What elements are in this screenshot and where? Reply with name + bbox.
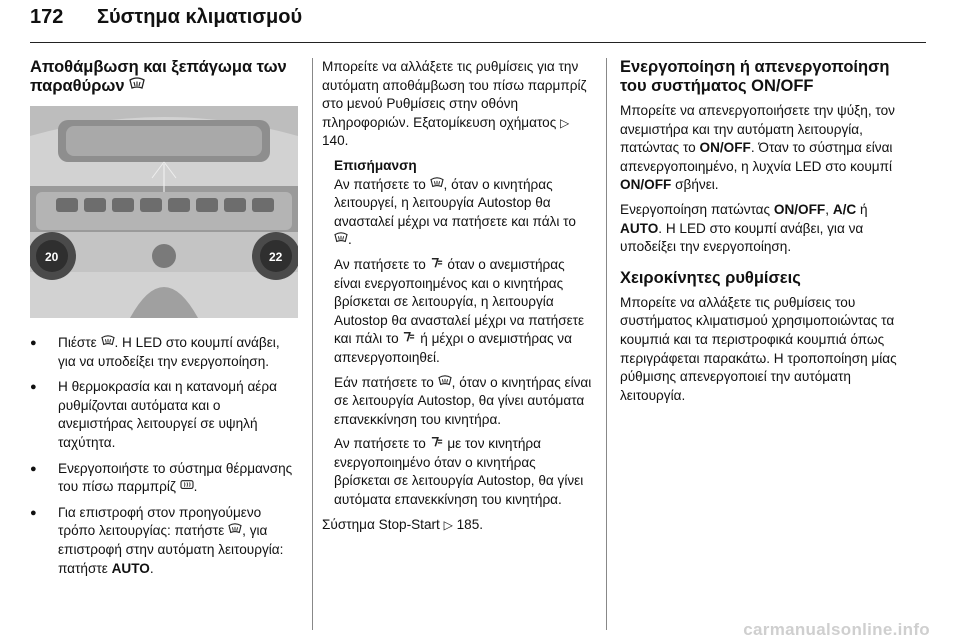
note-paragraph: Εάν πατήσετε το , όταν ο κινητήρας είναι σε λειτουργία Autostop, θα γίνει αυτόματα επανεκκίνηση του κινητήρα. <box>334 374 592 427</box>
page-number: 172 <box>30 6 64 28</box>
windscreen-airflow-icon <box>402 331 416 346</box>
left-temp-display: 20 <box>45 250 59 264</box>
list-item: ● Για επιστροφή στον προηγούμενο τρόπο λειτουργίας: πατήστε , για επιστροφή στην αυτόματη λειτουργία: πατήστε AUTO. <box>30 504 298 578</box>
windscreen-airflow-icon <box>430 436 444 451</box>
list-item: ● Πιέστε . Η LED στο κουμπί ανάβει, για να υποδείξει την ενεργοποίηση. <box>30 334 298 371</box>
page-header <box>30 6 302 29</box>
note-paragraph: Αν πατήσετε το , όταν ο κινητήρας λειτουργεί, η λειτουργία Autostop θα ανασταλεί μέχρι να πατήσετε και πάλι το . <box>334 176 576 248</box>
column-3 <box>620 58 902 411</box>
rear-defog-settings-text: Μπορείτε να αλλάξετε τις ρυθμίσεις για την αυτόματη αποθάμβωση του πίσω παρμπρίζ στο μενού Ρυθμίσεις στην οθόνη πληροφοριών. Εξατομίκευση οχήματος ▷ 140. <box>322 59 587 149</box>
manual-settings-paragraph: Μπορείτε να αλλάξετε τις ρυθμίσεις του συστήματος κλιματισμού χρησιμοποιώντας τα κουμπιά και τα περιστροφικά κουμπιά όπως περιγράφεται παρακάτω. Η τροποποίηση μίας ρύθμισης απενεργοποιεί την αυτόματη λειτουργία. <box>620 294 897 403</box>
section-heading-defrost <box>30 58 298 96</box>
activation-paragraph: Ενεργοποίηση πατώντας ON/OFF, A/C ή AUTO. Η LED στο κουμπί ανάβει, για να υποδείξει την ενεργοποίηση. <box>620 201 868 255</box>
list-item: ● Η θερμοκρασία και η κατανομή αέρα ρυθμίζονται αυτόματα και ο ανεμιστήρας λειτουργεί σε υψηλή ταχύτητα. <box>30 378 298 452</box>
windscreen-defrost-icon <box>228 523 242 538</box>
watermark: carmanualsonline.info <box>743 620 930 639</box>
page-title: Σύστημα κλιματισμού <box>96 6 303 28</box>
windscreen-defrost-icon <box>129 77 145 95</box>
cross-reference: Σύστημα Stop-Start ▷ 185. <box>322 516 484 532</box>
page-ref-arrow-icon: ▷ <box>560 115 570 130</box>
climate-panel-photo <box>30 106 298 318</box>
defrost-steps-list <box>30 334 298 578</box>
note-title: Επισήμανση <box>334 157 417 173</box>
note-paragraph: Αν πατήσετε το με τον κινητήρα ενεργοποιημένο όταν ο κινητήρας βρίσκεται σε λειτουργία Autostop, θα γίνει αυτόματα επανεκκίνηση του κινητήρα. <box>334 436 584 508</box>
windscreen-defrost-icon <box>101 335 115 350</box>
column-divider-1 <box>312 58 313 630</box>
header-rule <box>30 42 926 43</box>
column-2 <box>322 58 592 540</box>
page-ref-arrow-icon: ▷ <box>443 517 453 532</box>
windscreen-defrost-icon <box>438 375 452 390</box>
heading-text: Αποθάμβωση και ξεπάγωμα των παραθύρων <box>30 58 287 95</box>
section-heading-manual: Χειροκίνητες ρυθμίσεις <box>620 268 801 287</box>
windscreen-defrost-icon <box>334 232 348 247</box>
windscreen-airflow-icon <box>430 257 444 272</box>
on-off-paragraph: Μπορείτε να απενεργοποιήσετε την ψύξη, τον ανεμιστήρα και την αυτόματη λειτουργία, πατώντας το ON/OFF. Όταν το σύστημα είναι απενεργοποιημένο, η λυχνία LED στο κουμπί ON/OFF σβήνει. <box>620 103 895 193</box>
column-divider-2 <box>606 58 607 630</box>
right-temp-display: 22 <box>269 250 283 264</box>
rear-window-heating-icon <box>180 479 194 494</box>
note-paragraph: Αν πατήσετε το όταν ο ανεμιστήρας είναι ενεργοποιημένος και ο κινητήρας βρίσκεται σε λειτουργία, η λειτουργία Autostop θα ανασταλεί μέχρι να πατήσετε και πάλι το ή μέχρι ο ανεμιστήρας να απενεργοποιηθεί. <box>334 256 585 365</box>
section-heading-on-off: Ενεργοποίηση ή απενεργοποίηση του συστήματος ON/OFF <box>620 58 890 95</box>
column-1 <box>30 58 298 585</box>
windscreen-defrost-icon <box>430 177 444 192</box>
list-item: ● Ενεργοποιήστε το σύστημα θέρμανσης του πίσω παρμπρίζ . <box>30 460 298 497</box>
note-box <box>322 157 592 510</box>
